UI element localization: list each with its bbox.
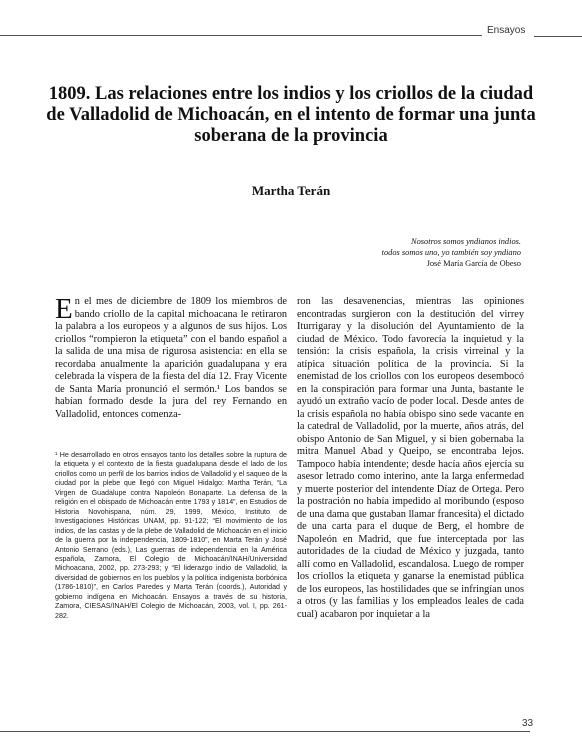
epigraph-attribution: José María García de Obeso	[426, 259, 521, 268]
footer-rule	[0, 731, 530, 732]
epigraph-line-1: Nosotros somos yndianos indios.	[411, 237, 521, 246]
drop-cap: E	[55, 293, 73, 325]
article-title: 1809. Las relaciones entre los indios y los criollos de la ciudad de Valladolid de Michoacán, en el intento de formar una junta soberana de la provincia	[46, 84, 536, 146]
section-label: Ensayos	[487, 25, 526, 36]
body-column-right: ron las desavenencias, mientras las opiniones encontradas surgieron con la destitución del virrey Iturrigaray y la disolución del Ayuntamiento de la ciudad de México. Todo favorecía la inquietud y la tensión: la crisis española, la crisis virreinal y la atípica situación política de la provincia. Si la enemistad de los criollos con los europeos desembocó en la conspiración para formar una Junta, bastante le ayudó un extraño vacío de poder local. Desde antes de la crisis española no había obispo sino sede vacante en la catedral de Valladolid, por la muerte, años atrás, del obispo Antonio de San Miguel, y si bien gobernaba la mitra Manuel Abad y Queipo, se encontraba lejos. Tampoco había intendente; desde hacía años ejercía su asesor letrado como interino, ante la larga enfermedad y muerte posterior del intendente Díaz de Ortega. Pero la postración no había impedido al moribundo (esposo de una dama que gustaban llamar francesita) el dictado de una carta para el duque de Berg, el hombre de Napoleón en Madrid, que fue interceptada por las autoridades de la ciudad de México y juzgada, tanto allí como en Valladolid, escandalosa. Luego de romper los criollos la etiqueta y ganarse la enemistad pública de los europeos, las hostilidades que se infringían unos a otros (y las familias y los empleados leales de cada cual) acabaron por inquietar a la	[297, 296, 524, 620]
epigraph	[382, 236, 521, 269]
epigraph-line-2: todos somos uno, yo también soy yndiano	[381, 248, 521, 257]
header-rule-end	[534, 27, 582, 37]
footnote-1: ¹ He desarrollado en otros ensayos tanto los detalles sobre la ruptura de la etiqueta y el contexto de la fiesta guadalupana desde el lado de los criollos como un perfil de los barrios indios de Valladolid y el saqueo de la ciudad por la plebe que llegó con Miguel Hidalgo: Martha Terán, “La Virgen de Guadalupe contra Napoleón Bonaparte. La defensa de la religión en el obispado de Michoacán entre 1793 y 1814”, en Estudios de Historia Novohispana, núm. 29, 1999, México, Instituto de Investigaciones Históricas UNAM, pp. 91-122; “El movimiento de los indios, de las castas y de la plebe de Valladolid de Michoacán en el inicio de la guerra por la independencia, 1809-1810”, en Marta Terán y José Antonio Serrano (eds.), Las guerras de independencia en la América española, Zamora, El Colegio de Michoacán/INAH/Universidad Michoacana, 2002, pp. 273-293; y “El liderazgo indio de Valladolid, la diversidad de gobiernos en los pueblos y la política indigenista borbónica (1786-1810)”, en Carlos Paredes y Marta Terán (coords.), Autoridad y gobierno indígena en Michoacán. Ensayos a través de su historia, Zamora, CIESAS/INAH/El Colegio de Michoacán, 2003, vol. I, pp. 261-282.	[55, 451, 287, 620]
page-number: 33	[522, 718, 534, 729]
body-column-left	[55, 293, 287, 421]
body-text-left: n el mes de diciembre de 1809 los miembros de bando criollo de la capital michoacana le retiraron la palabra a los europeos y a algunos de sus hijos. Los criollos “rompieron la etiqueta” con el bando español a la salida de una misa de rigurosa asistencia: en ella se recordaba anualmente la aparición guadalupana y era celebrada la víspera de la fiesta del día 12. Fray Vicente de Santa María pronunció el sermón.¹ Los bandos se habían formado desde la jura del rey Fernando en Valladolid, entonces comenza-	[55, 296, 287, 420]
article-author: Martha Terán	[251, 183, 331, 198]
